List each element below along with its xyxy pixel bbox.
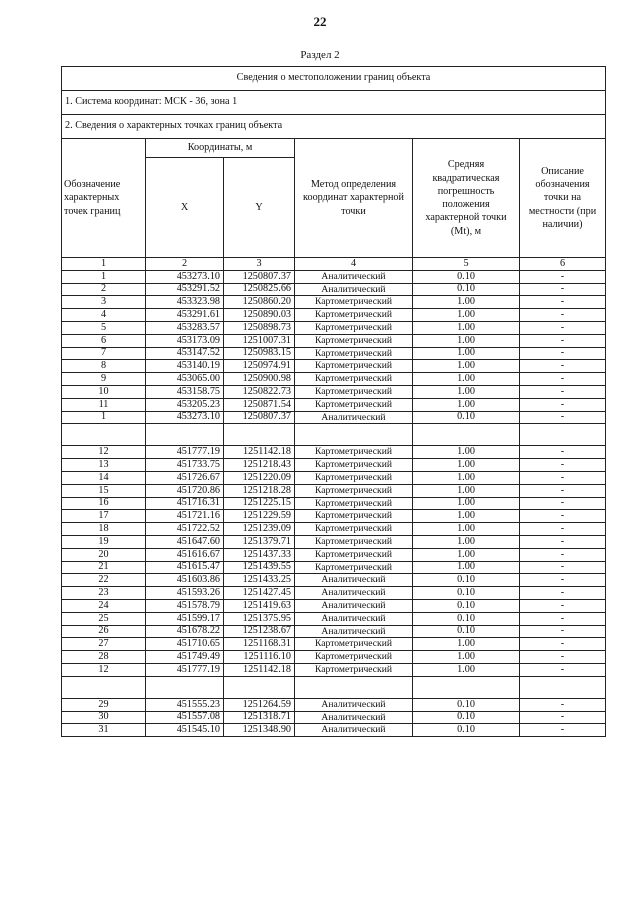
coord-y: 1251142.18	[224, 446, 295, 459]
point-number: 9	[62, 373, 146, 386]
error: 1.00	[413, 663, 520, 676]
coord-y: 1250860.20	[224, 296, 295, 309]
error: 0.10	[413, 625, 520, 638]
point-number: 28	[62, 651, 146, 664]
description: -	[520, 612, 606, 625]
error: 0.10	[413, 612, 520, 625]
method: Картометрический	[295, 385, 413, 398]
column-number: 5	[413, 258, 520, 271]
point-number: 17	[62, 510, 146, 523]
header-method: Метод определения координат характерной точки	[295, 139, 413, 258]
point-number: 29	[62, 698, 146, 711]
coord-y: 1250825.66	[224, 283, 295, 296]
page-number: 22	[313, 14, 327, 29]
coord-system-row	[62, 91, 606, 115]
column-number: 3	[224, 258, 295, 271]
error: 1.00	[413, 398, 520, 411]
coord-y: 1250822.73	[224, 385, 295, 398]
point-number: 11	[62, 398, 146, 411]
table-row	[62, 398, 606, 411]
table-row	[62, 446, 606, 459]
table-row	[62, 471, 606, 484]
coord-y: 1251318.71	[224, 711, 295, 724]
method: Картометрический	[295, 360, 413, 373]
method: Картометрический	[295, 497, 413, 510]
points-title-row	[62, 115, 606, 139]
error: 1.00	[413, 446, 520, 459]
description: -	[520, 296, 606, 309]
coord-x: 451545.10	[146, 724, 224, 737]
description: -	[520, 698, 606, 711]
empty-cell	[295, 424, 413, 446]
coord-x: 453291.52	[146, 283, 224, 296]
coord-y: 1251218.43	[224, 459, 295, 472]
header-y: Y	[224, 158, 295, 258]
column-number: 1	[62, 258, 146, 271]
method: Картометрический	[295, 663, 413, 676]
coord-x: 453205.23	[146, 398, 224, 411]
table-row	[62, 510, 606, 523]
description: -	[520, 711, 606, 724]
method: Картометрический	[295, 446, 413, 459]
point-number: 5	[62, 321, 146, 334]
empty-cell	[62, 424, 146, 446]
method: Картометрический	[295, 561, 413, 574]
coord-y: 1251229.59	[224, 510, 295, 523]
table-row	[62, 334, 606, 347]
coord-x: 451599.17	[146, 612, 224, 625]
coord-y: 1251007.31	[224, 334, 295, 347]
empty-cell	[413, 424, 520, 446]
coord-x: 453065.00	[146, 373, 224, 386]
coord-x: 451722.52	[146, 523, 224, 536]
method: Картометрический	[295, 548, 413, 561]
coord-y: 1250890.03	[224, 309, 295, 322]
method: Аналитический	[295, 574, 413, 587]
column-number: 4	[295, 258, 413, 271]
error: 1.00	[413, 296, 520, 309]
table-row	[62, 385, 606, 398]
coord-x: 453140.19	[146, 360, 224, 373]
method: Аналитический	[295, 625, 413, 638]
description: -	[520, 651, 606, 664]
point-number: 27	[62, 638, 146, 651]
error: 0.10	[413, 711, 520, 724]
error: 1.00	[413, 385, 520, 398]
empty-cell	[224, 676, 295, 698]
description: -	[520, 574, 606, 587]
method: Картометрический	[295, 510, 413, 523]
method: Картометрический	[295, 484, 413, 497]
description: -	[520, 523, 606, 536]
method: Картометрический	[295, 523, 413, 536]
table-row	[62, 535, 606, 548]
method: Картометрический	[295, 471, 413, 484]
group-separator-row	[62, 424, 606, 446]
description: -	[520, 373, 606, 386]
coord-x: 451726.67	[146, 471, 224, 484]
method: Картометрический	[295, 321, 413, 334]
table-row	[62, 373, 606, 386]
table-row	[62, 309, 606, 322]
description: -	[520, 459, 606, 472]
coord-x: 451578.79	[146, 599, 224, 612]
description: -	[520, 497, 606, 510]
description: -	[520, 599, 606, 612]
method: Картометрический	[295, 334, 413, 347]
coord-x: 451710.65	[146, 638, 224, 651]
table-row	[62, 270, 606, 283]
point-number: 30	[62, 711, 146, 724]
coord-y: 1251239.09	[224, 523, 295, 536]
coord-y: 1250974.91	[224, 360, 295, 373]
table-row	[62, 459, 606, 472]
header-coords: Координаты, м	[146, 139, 295, 158]
coord-x: 451777.19	[146, 663, 224, 676]
point-number: 8	[62, 360, 146, 373]
point-number: 3	[62, 296, 146, 309]
coord-y: 1251433.25	[224, 574, 295, 587]
coord-y: 1250871.54	[224, 398, 295, 411]
group-separator-row	[62, 676, 606, 698]
table-row	[62, 651, 606, 664]
point-number: 12	[62, 663, 146, 676]
table-row	[62, 321, 606, 334]
method: Картометрический	[295, 651, 413, 664]
description: -	[520, 587, 606, 600]
description: -	[520, 283, 606, 296]
error: 0.10	[413, 599, 520, 612]
point-number: 24	[62, 599, 146, 612]
point-number: 31	[62, 724, 146, 737]
description: -	[520, 385, 606, 398]
table-row	[62, 711, 606, 724]
description: -	[520, 321, 606, 334]
error: 1.00	[413, 638, 520, 651]
table-row	[62, 724, 606, 737]
table-row	[62, 347, 606, 360]
point-number: 16	[62, 497, 146, 510]
coord-y: 1251379.71	[224, 535, 295, 548]
coord-x: 451733.75	[146, 459, 224, 472]
error: 0.10	[413, 283, 520, 296]
coord-x: 451616.67	[146, 548, 224, 561]
coord-x: 453173.09	[146, 334, 224, 347]
coord-system: 1. Система координат: МСК - 36, зона 1	[62, 91, 606, 115]
table-row	[62, 484, 606, 497]
coord-x: 451647.60	[146, 535, 224, 548]
section-label: Раздел 2	[300, 49, 340, 61]
header-description: Описание обозначения точки на местности (при наличии)	[520, 139, 606, 258]
method: Аналитический	[295, 724, 413, 737]
coord-x: 451716.31	[146, 497, 224, 510]
method: Картометрический	[295, 373, 413, 386]
empty-cell	[146, 424, 224, 446]
method: Аналитический	[295, 698, 413, 711]
coord-y: 1251348.90	[224, 724, 295, 737]
coord-x: 453291.61	[146, 309, 224, 322]
point-number: 25	[62, 612, 146, 625]
column-number: 6	[520, 258, 606, 271]
point-number: 18	[62, 523, 146, 536]
table-row	[62, 548, 606, 561]
table-row	[62, 612, 606, 625]
error: 1.00	[413, 561, 520, 574]
error: 0.10	[413, 270, 520, 283]
method: Картометрический	[295, 535, 413, 548]
table-row	[62, 497, 606, 510]
table-row	[62, 561, 606, 574]
method: Аналитический	[295, 411, 413, 424]
table-row	[62, 663, 606, 676]
point-number: 12	[62, 446, 146, 459]
empty-cell	[520, 676, 606, 698]
description: -	[520, 360, 606, 373]
point-number: 26	[62, 625, 146, 638]
coord-y: 1251168.31	[224, 638, 295, 651]
coord-y: 1250807.37	[224, 411, 295, 424]
point-number: 14	[62, 471, 146, 484]
error: 1.00	[413, 497, 520, 510]
point-number: 10	[62, 385, 146, 398]
coord-y: 1251218.28	[224, 484, 295, 497]
points-title: 2. Сведения о характерных точках границ объекта	[62, 115, 606, 139]
point-number: 20	[62, 548, 146, 561]
point-number: 6	[62, 334, 146, 347]
error: 1.00	[413, 347, 520, 360]
coord-y: 1251220.09	[224, 471, 295, 484]
description: -	[520, 471, 606, 484]
table-row	[62, 283, 606, 296]
description: -	[520, 663, 606, 676]
description: -	[520, 347, 606, 360]
description: -	[520, 724, 606, 737]
error: 0.10	[413, 724, 520, 737]
error: 1.00	[413, 535, 520, 548]
error: 1.00	[413, 651, 520, 664]
point-number: 13	[62, 459, 146, 472]
method: Картометрический	[295, 347, 413, 360]
point-number: 22	[62, 574, 146, 587]
header-x: X	[146, 158, 224, 258]
header-designation: Обозначение характерных точек границ	[62, 139, 146, 258]
description: -	[520, 334, 606, 347]
column-number: 2	[146, 258, 224, 271]
table-row	[62, 638, 606, 651]
coord-x: 451615.47	[146, 561, 224, 574]
coord-y: 1250983.15	[224, 347, 295, 360]
table-row	[62, 360, 606, 373]
method: Картометрический	[295, 459, 413, 472]
point-number: 19	[62, 535, 146, 548]
error: 0.10	[413, 698, 520, 711]
coord-x: 451555.23	[146, 698, 224, 711]
error: 0.10	[413, 587, 520, 600]
error: 0.10	[413, 411, 520, 424]
method: Картометрический	[295, 398, 413, 411]
header-row-1	[62, 139, 606, 158]
coord-y: 1251427.45	[224, 587, 295, 600]
empty-cell	[295, 676, 413, 698]
error: 1.00	[413, 459, 520, 472]
table-row	[62, 574, 606, 587]
description: -	[520, 309, 606, 322]
coord-y: 1251142.18	[224, 663, 295, 676]
coord-y: 1251375.95	[224, 612, 295, 625]
description: -	[520, 625, 606, 638]
point-number: 7	[62, 347, 146, 360]
coord-x: 453158.75	[146, 385, 224, 398]
table-row	[62, 625, 606, 638]
table-row	[62, 523, 606, 536]
coord-x: 453273.10	[146, 270, 224, 283]
point-number: 23	[62, 587, 146, 600]
description: -	[520, 548, 606, 561]
description: -	[520, 398, 606, 411]
error: 1.00	[413, 360, 520, 373]
description: -	[520, 638, 606, 651]
point-number: 15	[62, 484, 146, 497]
table-row	[62, 411, 606, 424]
description: -	[520, 535, 606, 548]
table-row	[62, 587, 606, 600]
method: Аналитический	[295, 270, 413, 283]
empty-cell	[224, 424, 295, 446]
error: 1.00	[413, 484, 520, 497]
method: Аналитический	[295, 599, 413, 612]
coord-x: 451557.08	[146, 711, 224, 724]
boundary-table-body	[62, 67, 606, 737]
empty-cell	[520, 424, 606, 446]
coord-y: 1251225.15	[224, 497, 295, 510]
empty-cell	[413, 676, 520, 698]
point-number: 21	[62, 561, 146, 574]
description: -	[520, 411, 606, 424]
coord-x: 451721.16	[146, 510, 224, 523]
method: Аналитический	[295, 283, 413, 296]
error: 1.00	[413, 523, 520, 536]
description: -	[520, 510, 606, 523]
coord-y: 1251264.59	[224, 698, 295, 711]
table-title: Сведения о местоположении границ объекта	[62, 67, 606, 91]
error: 1.00	[413, 510, 520, 523]
description: -	[520, 446, 606, 459]
point-number: 4	[62, 309, 146, 322]
table-row	[62, 296, 606, 309]
method: Картометрический	[295, 309, 413, 322]
coord-y: 1250900.98	[224, 373, 295, 386]
coord-x: 453273.10	[146, 411, 224, 424]
method: Аналитический	[295, 587, 413, 600]
error: 1.00	[413, 334, 520, 347]
coord-y: 1251437.33	[224, 548, 295, 561]
coord-x: 453147.52	[146, 347, 224, 360]
error: 0.10	[413, 574, 520, 587]
table-row	[62, 599, 606, 612]
error: 1.00	[413, 471, 520, 484]
method: Картометрический	[295, 296, 413, 309]
coord-x: 451593.26	[146, 587, 224, 600]
description: -	[520, 484, 606, 497]
error: 1.00	[413, 309, 520, 322]
coord-x: 451749.49	[146, 651, 224, 664]
description: -	[520, 561, 606, 574]
point-number: 2	[62, 283, 146, 296]
coord-y: 1251238.67	[224, 625, 295, 638]
boundary-table	[61, 66, 606, 737]
point-number: 1	[62, 411, 146, 424]
empty-cell	[62, 676, 146, 698]
error: 1.00	[413, 548, 520, 561]
coord-x: 453283.57	[146, 321, 224, 334]
method: Картометрический	[295, 638, 413, 651]
empty-cell	[146, 676, 224, 698]
table-title-row	[62, 67, 606, 91]
header-error: Средняя квадратическая погрешность положения характерной точки (Mt), м	[413, 139, 520, 258]
method: Аналитический	[295, 711, 413, 724]
point-number: 1	[62, 270, 146, 283]
coord-y: 1250807.37	[224, 270, 295, 283]
description: -	[520, 270, 606, 283]
coord-x: 451720.86	[146, 484, 224, 497]
coord-y: 1251116.10	[224, 651, 295, 664]
coord-x: 451777.19	[146, 446, 224, 459]
error: 1.00	[413, 373, 520, 386]
coord-y: 1250898.73	[224, 321, 295, 334]
method: Аналитический	[295, 612, 413, 625]
column-numbers-row	[62, 258, 606, 271]
error: 1.00	[413, 321, 520, 334]
coord-y: 1251439.55	[224, 561, 295, 574]
table-row	[62, 698, 606, 711]
coord-y: 1251419.63	[224, 599, 295, 612]
coord-x: 453323.98	[146, 296, 224, 309]
coord-x: 451603.86	[146, 574, 224, 587]
coord-x: 451678.22	[146, 625, 224, 638]
